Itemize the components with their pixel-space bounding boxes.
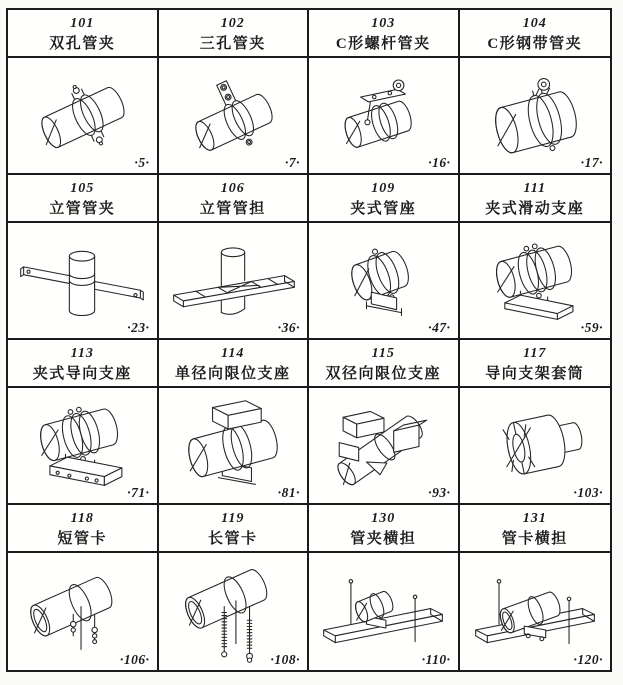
item-code: 117 (523, 346, 547, 361)
item-page-number: ·120· (573, 652, 603, 667)
item-page-number: ·23· (127, 320, 150, 335)
item-code: 114 (221, 346, 245, 361)
item-code: 130 (371, 511, 396, 526)
cell-body (309, 58, 458, 173)
cell-header (309, 175, 458, 223)
cell-header (8, 340, 157, 388)
catalog-cell (159, 340, 310, 505)
item-name: 三孔管夹 (199, 36, 266, 52)
item-name: 夹式导向支座 (32, 366, 132, 382)
item-name: 长管卡 (207, 531, 258, 547)
catalog-sheet (6, 8, 612, 672)
item-page-number: ·7· (285, 155, 300, 170)
catalog-cell (460, 175, 611, 340)
cell-body (309, 223, 458, 338)
cell-body (8, 553, 157, 670)
item-page-number: ·47· (428, 320, 451, 335)
item-code: 115 (371, 346, 395, 361)
catalog-cell (159, 505, 310, 670)
item-page-number: ·103· (573, 485, 603, 500)
item-page-number: ·110· (421, 652, 451, 667)
item-name: 单径向限位支座 (174, 366, 291, 382)
item-page-number: ·5· (134, 155, 150, 170)
item-code: 102 (220, 16, 245, 31)
item-page-number: ·81· (277, 485, 300, 500)
cell-body (8, 58, 157, 173)
cell-header (309, 505, 458, 553)
riser-pipe-support-drawing (160, 227, 306, 334)
item-name: 夹式管座 (350, 201, 417, 217)
cell-header (309, 340, 458, 388)
item-page-number: ·16· (428, 155, 451, 170)
long-u-bolt-clamp-drawing (160, 558, 306, 665)
item-page-number: ·71· (127, 485, 150, 500)
item-page-number: ·106· (120, 652, 150, 667)
item-page-number: ·36· (277, 320, 300, 335)
item-code: 106 (220, 181, 245, 196)
item-name: 立管管担 (199, 201, 266, 217)
catalog-cell (8, 10, 159, 175)
item-code: 101 (70, 16, 95, 31)
c-steel-band-pipe-clamp-drawing (462, 62, 608, 169)
cell-body (460, 388, 611, 503)
item-name: 导向支架套筒 (485, 366, 585, 382)
cell-header (460, 505, 611, 553)
c-screw-rod-pipe-clamp-drawing (310, 62, 456, 169)
item-name: C形螺杆管夹 (335, 36, 431, 52)
cell-body (8, 388, 157, 503)
cell-header (8, 505, 157, 553)
item-code: 105 (70, 181, 95, 196)
item-name: C形钢带管夹 (487, 36, 583, 52)
item-name: 夹式滑动支座 (485, 201, 585, 217)
cell-body (460, 58, 611, 173)
catalog-cell (460, 340, 611, 505)
double-radial-limit-support-drawing (310, 392, 456, 499)
cell-body (309, 553, 458, 670)
item-name: 管夹横担 (350, 531, 417, 547)
cell-header (8, 175, 157, 223)
cell-body (159, 553, 308, 670)
cell-body (309, 388, 458, 503)
catalog-cell (159, 175, 310, 340)
cell-body (159, 58, 308, 173)
double-hole-pipe-clamp-drawing (9, 62, 155, 169)
item-code: 109 (371, 181, 396, 196)
catalog-cell (460, 505, 611, 670)
cell-body (159, 388, 308, 503)
item-name: 短管卡 (57, 531, 107, 547)
item-code: 111 (523, 181, 546, 196)
pipe-clamp-crossarm-drawing (310, 558, 456, 665)
clamp-type-guide-support-drawing (9, 392, 155, 499)
item-name: 双孔管夹 (49, 36, 116, 52)
catalog-cell (460, 10, 611, 175)
u-bolt-crossarm-drawing (462, 558, 608, 665)
item-page-number: ·17· (580, 155, 603, 170)
cell-header (460, 175, 611, 223)
clamp-type-sliding-support-drawing (462, 227, 608, 334)
catalog-cell (309, 505, 460, 670)
item-page-number: ·93· (428, 485, 451, 500)
guide-bracket-sleeve-drawing (462, 392, 608, 499)
item-page-number: ·108· (270, 652, 300, 667)
cell-header (8, 10, 157, 58)
catalog-cell (8, 505, 159, 670)
item-code: 103 (371, 16, 396, 31)
single-radial-limit-support-drawing (160, 392, 306, 499)
item-code: 113 (70, 346, 94, 361)
item-name: 管卡横担 (501, 531, 568, 547)
cell-header (159, 10, 308, 58)
clamp-type-pipe-seat-drawing (310, 227, 456, 334)
cell-body (159, 223, 308, 338)
catalog-cell (8, 340, 159, 505)
item-name: 立管管夹 (49, 201, 116, 217)
catalog-cell (309, 10, 460, 175)
riser-pipe-clamp-drawing (9, 227, 155, 334)
item-code: 118 (70, 511, 94, 526)
catalog-cell (309, 340, 460, 505)
cell-body (8, 223, 157, 338)
catalog-cell (309, 175, 460, 340)
short-u-bolt-clamp-drawing (9, 558, 155, 665)
cell-header (159, 340, 308, 388)
cell-header (159, 505, 308, 553)
cell-body (460, 223, 611, 338)
item-code: 131 (522, 511, 547, 526)
cell-header (309, 10, 458, 58)
three-hole-pipe-clamp-drawing (160, 62, 306, 169)
cell-header (460, 340, 611, 388)
catalog-grid (8, 10, 610, 670)
cell-body (460, 553, 611, 670)
cell-header (159, 175, 308, 223)
cell-header (460, 10, 611, 58)
catalog-cell (8, 175, 159, 340)
item-name: 双径向限位支座 (325, 366, 441, 382)
item-page-number: ·59· (580, 320, 603, 335)
catalog-cell (159, 10, 310, 175)
item-code: 119 (221, 511, 245, 526)
item-code: 104 (522, 16, 547, 31)
